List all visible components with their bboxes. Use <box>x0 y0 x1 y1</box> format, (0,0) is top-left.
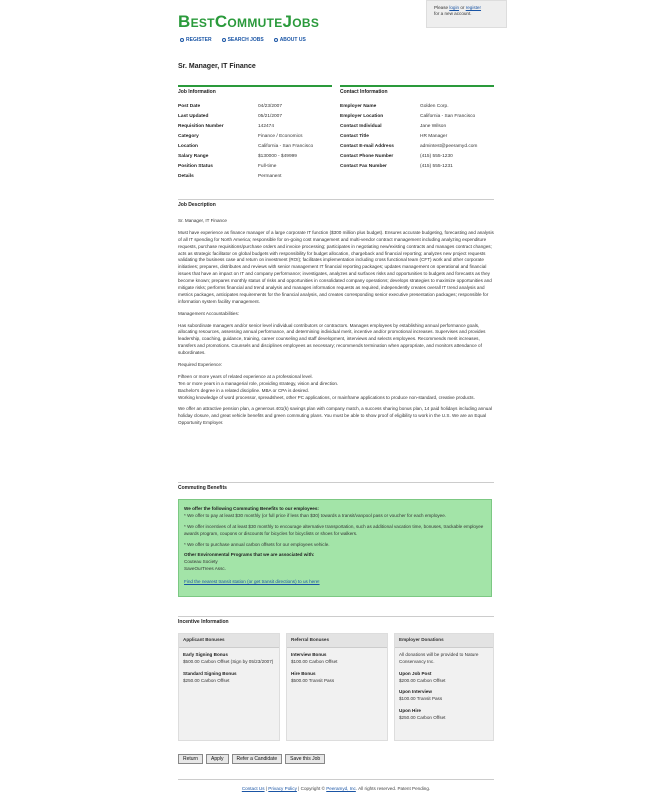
info-label: Employer Name <box>340 103 377 109</box>
info-row <box>340 112 494 122</box>
info-row <box>178 102 332 112</box>
info-row <box>340 122 494 132</box>
bonus-name: Hire Bonus <box>291 670 316 676</box>
info-value: 142474 <box>258 123 275 129</box>
donation-value: $200.00 Carbon Offset <box>399 677 446 683</box>
description-paragraph: Management Accountabilities: <box>178 310 240 316</box>
info-row <box>178 112 332 122</box>
info-value: HR Manager <box>420 133 448 139</box>
info-label: Post Date <box>178 103 201 109</box>
bonus-name: Early Signing Bonus <box>183 651 228 657</box>
donations-intro: All donations will be provided to Nature Conservancy Inc. <box>399 651 479 664</box>
info-row <box>340 162 494 172</box>
bullet-icon <box>222 38 226 42</box>
contact-info-heading: Contact Information <box>340 85 494 96</box>
top-nav <box>180 37 306 44</box>
info-value: California - San Francisco <box>420 113 476 119</box>
save-job-button[interactable]: Save this Job <box>285 754 325 764</box>
job-info-table <box>178 102 332 182</box>
copyright-text: | Copyright © <box>296 786 327 791</box>
description-paragraph: Must have experience as finance manager of a large corporate IT function ($300 million plus budget). Ensures accurate budgeting, forecasting and analysis of all IT spending for North America; responsible for on-going cost management and multi-vendor contract management including analyzing expenditure requests, purchase requisitions/purchase orders and invoice processing; participates in negotiating new/existing contracts and manages contract changes; acts as strategic facilitator on global budgets with responsibility for budget allocation, chargeback and financial reporting; analyzes new project requests validating the business case and return on investment (ROI); facilitates implementation including cross functional team (CFT) work and other corporate initiatives; prepares, distributes and reviews with senior management IT financial reporting packages; updates management on operational and financial issues that have an impact on IT and company performance; investigates, analyzes and surfaces risks and opportunities to budgets and forecasts as they become known; prepares monthly status of risks and opportunities in consolidated company operations; develops strategies to maximize opportunities and mitigate risks; performs financial and trend analysis and manages information requests as required, independently creates overall IT trend analysis and metrics packages, anticipates requirements for the financial analysis, and creates corresponding senior executive presentation packages; responsible for information system facility management. <box>178 229 494 304</box>
login-link[interactable]: login <box>449 5 460 10</box>
info-row <box>340 152 494 162</box>
job-description-heading: Job Description <box>178 199 494 209</box>
info-row <box>178 172 332 182</box>
bonus-name: Interview Bonus <box>291 651 327 657</box>
environmental-item: Couteau Society <box>184 559 218 565</box>
nav-search-jobs-label[interactable]: SEARCH JOBS <box>227 37 264 43</box>
info-label: Category <box>178 133 199 139</box>
info-row <box>178 142 332 152</box>
info-value: Jane Wilson <box>420 123 447 129</box>
footer: Contact Us | Privacy Policy | Copyright © Peeramyd, Inc. All rights reserved. Patent Pending. <box>178 779 494 792</box>
info-label: Employer Location <box>340 113 384 119</box>
info-label: Last Updated <box>178 113 209 119</box>
incentive-heading: Incentive Information <box>178 616 494 626</box>
info-value: Finance / Economics <box>258 133 303 139</box>
bonus-name: Standard Signing Bonus <box>183 670 237 676</box>
donation-value: $100.00 Transit Pass <box>399 696 443 702</box>
description-paragraph: Sr. Manager, IT Finance <box>178 218 227 223</box>
donation-name: Upon Job Post <box>399 670 432 676</box>
info-value: Permanent <box>258 173 282 179</box>
description-paragraph: We offer an attractive pension plan, a generous 401(k) savings plan with company match, a success sharing bonus plan, 14 paid holidays including annual holiday closure, and great vehicle benefits and green commuting plans. You must be able to show proof of eligibility to work in the U.S. We are an Equal Opportunity Employer. <box>178 406 492 426</box>
bullet-icon <box>274 38 278 42</box>
description-paragraph: Fifteen or more years of related experience at a professional level. Ten or more years in a managerial role, providing strategy, vision and direction. Bachelor's degree in a related discipline. MBA or CPA is desired. Working knowledge of word processor, spreadsheet, other PC applications, or mainframe applications to produce non-standard, creative products. <box>178 373 475 400</box>
copyright-text-end: . All rights reserved. Patent Pending. <box>355 786 431 791</box>
info-label: Location <box>178 143 198 149</box>
donation-value: $250.00 Carbon Offset <box>399 715 446 721</box>
commuting-benefits-box <box>178 499 492 597</box>
commuting-item: * We offer to pay at least $30 monthly (or full price if less than $30) towards a transit/vanpool pass or voucher for each employee. <box>184 512 447 518</box>
bonus-value: $500.00 Carbon Offset (Sign by 05/23/2007) <box>183 658 274 664</box>
info-row <box>178 122 332 132</box>
commuting-item: * We offer to purchase annual carbon offsets for our employees vehicle. <box>184 541 330 547</box>
company-link[interactable]: Peeramyd, Inc <box>326 786 356 791</box>
info-row <box>340 142 494 152</box>
nav-search-jobs[interactable] <box>222 37 264 44</box>
info-label: Contact Title <box>340 133 369 139</box>
bonus-value: $250.00 Carbon Offset <box>183 677 230 683</box>
transit-link[interactable]: Find the nearest transit station (or get transit directions) to us here! <box>184 579 320 585</box>
bonus-value: $500.00 Transit Pass <box>291 677 335 683</box>
applicant-bonuses-panel <box>178 633 280 741</box>
info-label: Salary Range <box>178 153 209 159</box>
info-label: Position Status <box>178 163 213 169</box>
site-logo[interactable]: BestCommuteJobs <box>178 12 320 31</box>
bullet-icon <box>180 38 184 42</box>
privacy-policy-link[interactable]: Privacy Policy <box>268 786 297 791</box>
employer-donations-panel <box>394 633 494 741</box>
job-info-heading: Job Information <box>178 85 332 96</box>
applicant-bonuses-title: Applicant Bonuses <box>179 634 279 648</box>
commuting-benefits-heading: Commuting Benefits <box>178 482 494 492</box>
page-title: Sr. Manager, IT Finance <box>178 63 256 70</box>
login-prompt: Please <box>434 5 450 10</box>
info-row <box>178 162 332 172</box>
info-row <box>178 132 332 142</box>
refer-candidate-button[interactable]: Refer a Candidate <box>232 754 283 764</box>
action-buttons <box>178 754 325 764</box>
info-label: Contact Fax Number <box>340 163 387 169</box>
referral-bonuses-panel <box>286 633 388 741</box>
info-label: Contact E-mail Address <box>340 143 394 149</box>
contact-us-link[interactable]: Contact Us <box>241 786 265 791</box>
info-value: California - San Francisco <box>258 143 314 149</box>
info-value: (415) 555-1231 <box>420 163 453 169</box>
nav-about-us[interactable] <box>274 37 306 44</box>
info-row <box>340 102 494 112</box>
login-prompt-end: for a new account. <box>434 11 472 17</box>
info-value: 05/21/2007 <box>258 113 283 119</box>
info-label: Requisition Number <box>178 123 224 129</box>
info-row <box>340 132 494 142</box>
info-value: Golden Corp. <box>420 103 449 109</box>
commuting-item: * We offer incentives of at least $30 monthly to encourage alternative transportation, such as additional vacation time, bonuses, trackable employee awards program, coupons or discounts for bicycles for bicyclists or shoes for walkers. <box>184 523 484 536</box>
incentive-columns <box>178 633 494 741</box>
info-value: 04/23/2007 <box>258 103 283 109</box>
donation-name: Upon Interview <box>399 689 432 695</box>
info-value: $130000 - $49999 <box>258 153 297 159</box>
commuting-box-heading: We offer the following Commuting Benefits to our employees: <box>184 506 319 511</box>
job-description-body <box>178 218 494 432</box>
info-label: Contact Phone Number <box>340 153 394 159</box>
return-button[interactable]: Return <box>178 754 203 764</box>
environmental-heading: Other Environmental Programs that we are associated with: <box>184 552 315 558</box>
register-link[interactable]: register <box>465 5 482 10</box>
info-row <box>178 152 332 162</box>
employer-donations-title: Employer Donations <box>395 634 493 648</box>
info-value: admintest@peeramyd.com <box>420 143 478 149</box>
apply-button[interactable]: Apply <box>206 754 229 764</box>
info-value: (415) 555-1230 <box>420 153 453 159</box>
donation-name: Upon Hire <box>399 708 421 714</box>
info-label: Contact Individual <box>340 123 382 129</box>
referral-bonuses-title: Referral Bonuses <box>287 634 387 648</box>
contact-info-table <box>340 102 494 172</box>
login-box <box>426 0 507 28</box>
environmental-item: SaveOurTrees Assc. <box>184 566 226 572</box>
nav-about-us-label[interactable]: ABOUT US <box>279 37 306 43</box>
description-paragraph: Has subordinate managers and/or senior level individual contributors or contractors. Manages employees by establishing annual performance goals, allocating resources, assessing annual performance, and determining individual merit, incentive and/or promotional increases. Supervises and provides leadership, coaching, guidance, training, career counseling and staff development, interviews and selects employees. Recommends merit increases, transfers and promotions. Counsels and disciplines employees as necessary; recommends termination when appropriate, and monitors attendance of subordinates. <box>178 322 486 356</box>
description-paragraph: Required Experience: <box>178 362 223 368</box>
login-or: or <box>459 5 466 10</box>
info-label: Details <box>178 173 194 179</box>
info-value: Full-time <box>258 163 277 169</box>
nav-register[interactable] <box>180 37 212 44</box>
bonus-value: $100.00 Carbon Offset <box>291 658 338 664</box>
nav-register-label[interactable]: REGISTER <box>186 37 212 43</box>
